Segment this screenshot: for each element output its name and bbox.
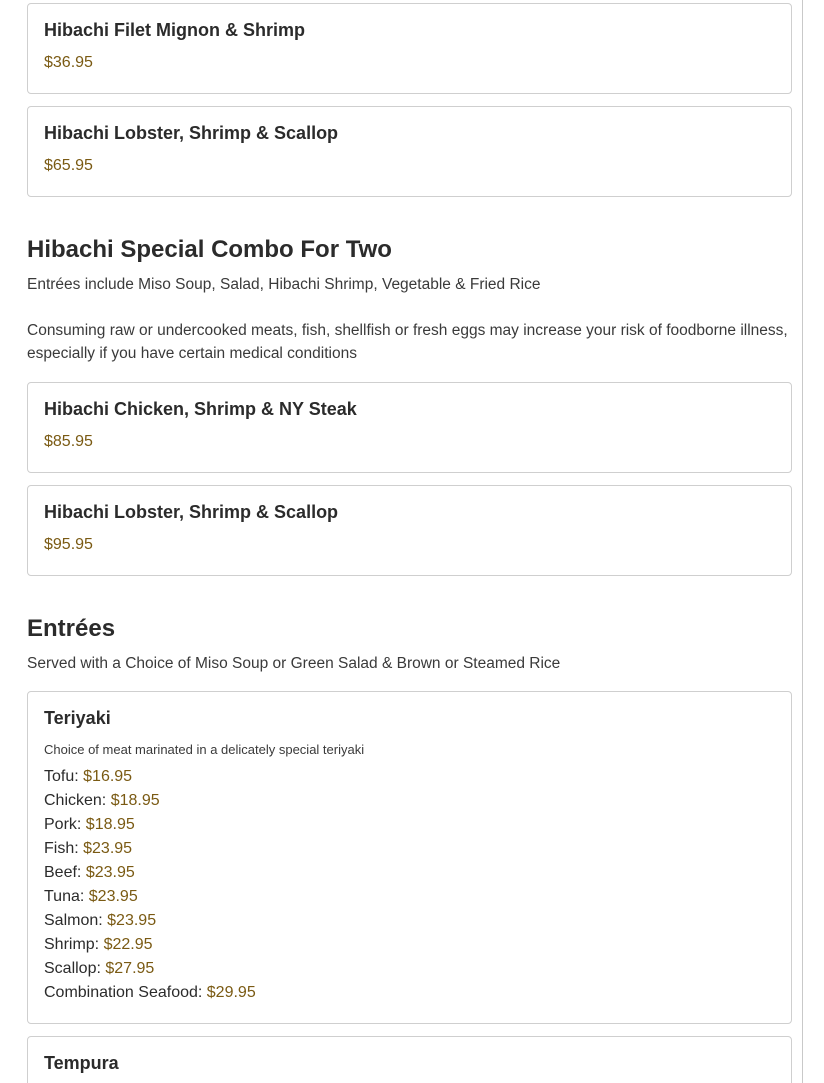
item-name: Hibachi Filet Mignon & Shrimp bbox=[44, 20, 305, 40]
item-description: Choice of meat marinated in a delicately special teriyaki bbox=[44, 742, 365, 757]
price-option bbox=[44, 765, 775, 789]
price-option bbox=[44, 981, 775, 1005]
item-name: Hibachi Chicken, Shrimp & NY Steak bbox=[44, 399, 357, 419]
item-price: $85.95 bbox=[44, 433, 93, 450]
section-description: Entrées include Miso Soup, Salad, Hibachi Shrimp, Vegetable & Fried Rice bbox=[27, 276, 541, 293]
section-note: Consuming raw or undercooked meats, fish, shellfish or fresh eggs may increase your risk of foodborne illness, especially if you have certain medical conditions bbox=[27, 322, 788, 362]
price-option bbox=[44, 885, 775, 909]
item-price: $36.95 bbox=[44, 54, 93, 71]
option-label: Combination Seafood: bbox=[44, 984, 203, 1001]
menu-item-card[interactable] bbox=[27, 3, 792, 94]
entrees-section bbox=[27, 614, 792, 1083]
option-label: Salmon: bbox=[44, 912, 103, 929]
menu-item-card[interactable] bbox=[27, 485, 792, 576]
option-label: Tofu: bbox=[44, 768, 79, 785]
option-price: $23.95 bbox=[85, 864, 135, 881]
item-name: Hibachi Lobster, Shrimp & Scallop bbox=[44, 502, 339, 522]
option-price: $23.95 bbox=[88, 888, 138, 905]
menu-item-card[interactable] bbox=[27, 382, 792, 473]
combo-section bbox=[27, 235, 792, 576]
option-price: $18.95 bbox=[110, 792, 160, 809]
option-price: $16.95 bbox=[83, 768, 133, 785]
option-label: Beef: bbox=[44, 864, 82, 881]
option-price: $27.95 bbox=[105, 960, 155, 977]
item-price: $65.95 bbox=[44, 157, 93, 174]
item-price: $95.95 bbox=[44, 536, 93, 553]
option-price: $22.95 bbox=[103, 936, 153, 953]
price-option bbox=[44, 861, 775, 885]
price-option bbox=[44, 789, 775, 813]
menu-item-card-teriyaki[interactable] bbox=[27, 691, 792, 1024]
option-price: $23.95 bbox=[107, 912, 157, 929]
option-label: Scallop: bbox=[44, 960, 101, 977]
menu-content bbox=[27, 0, 792, 1083]
section-description: Served with a Choice of Miso Soup or Green Salad & Brown or Steamed Rice bbox=[27, 655, 561, 672]
option-label: Chicken: bbox=[44, 792, 107, 809]
price-option bbox=[44, 837, 775, 861]
option-label: Fish: bbox=[44, 840, 79, 857]
menu-item-card[interactable] bbox=[27, 106, 792, 197]
price-option bbox=[44, 813, 775, 837]
menu-item-card[interactable] bbox=[27, 1036, 792, 1083]
item-name: Tempura bbox=[44, 1053, 119, 1073]
option-price: $23.95 bbox=[83, 840, 133, 857]
option-label: Tuna: bbox=[44, 888, 85, 905]
section-title: Entrées bbox=[27, 615, 116, 642]
item-name: Teriyaki bbox=[44, 708, 111, 728]
price-option bbox=[44, 933, 775, 957]
section-title: Hibachi Special Combo For Two bbox=[27, 236, 392, 263]
price-option-list bbox=[44, 765, 775, 1005]
price-option bbox=[44, 957, 775, 981]
option-price: $29.95 bbox=[206, 984, 256, 1001]
option-label: Pork: bbox=[44, 816, 82, 833]
option-label: Shrimp: bbox=[44, 936, 100, 953]
item-name: Hibachi Lobster, Shrimp & Scallop bbox=[44, 123, 339, 143]
page-edge-divider bbox=[802, 0, 803, 1083]
option-price: $18.95 bbox=[85, 816, 135, 833]
price-option bbox=[44, 909, 775, 933]
